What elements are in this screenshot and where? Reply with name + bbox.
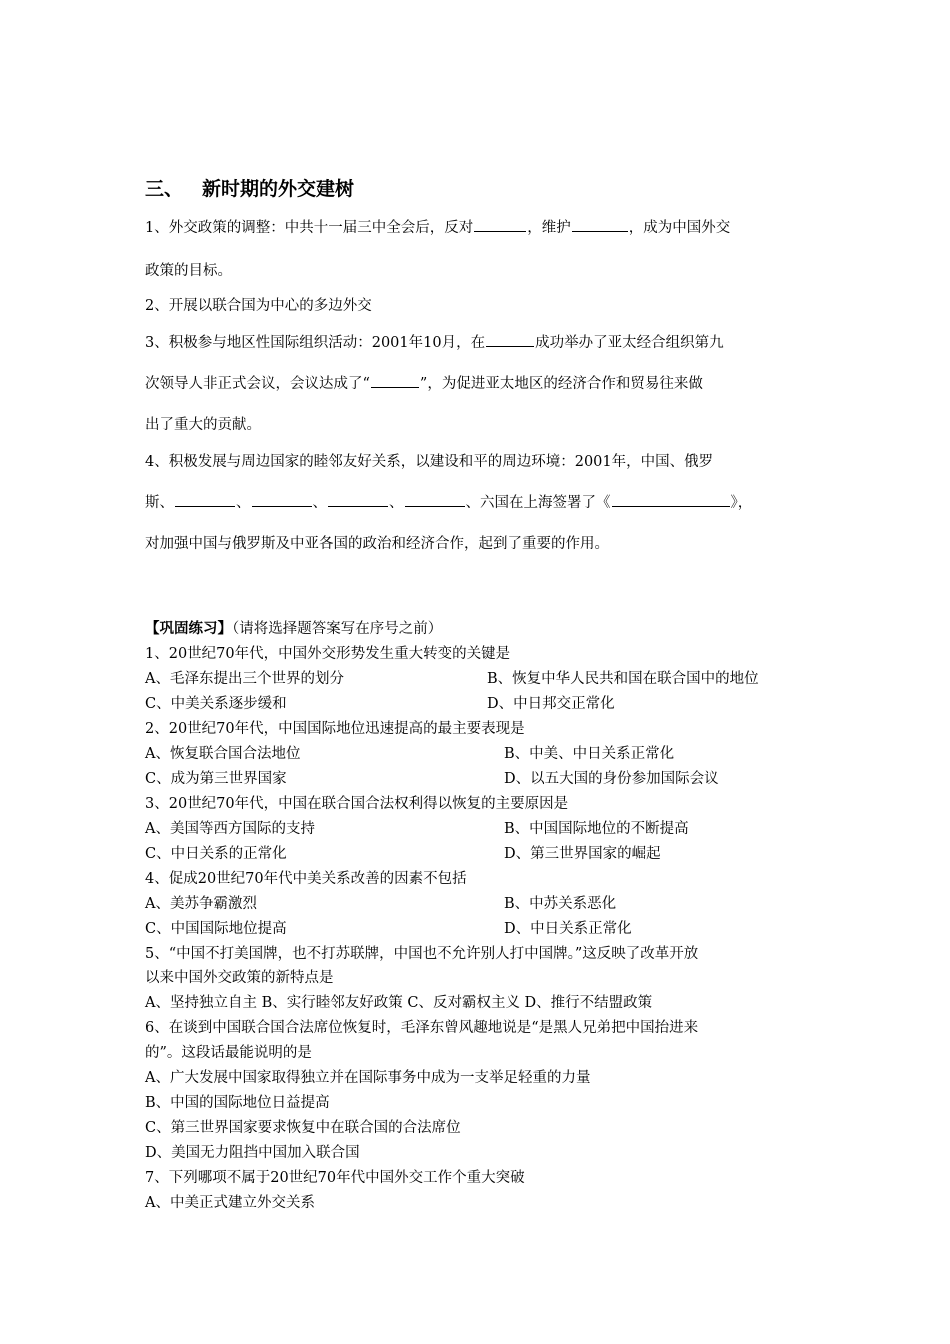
fill-blank[interactable] — [328, 492, 388, 507]
question-3: 3、20世纪70年代，中国在联合国合法权利得以恢复的主要原因是 — [145, 796, 569, 812]
item-3-line-1: 3、积极参与地区性国际组织活动：2001年10月，在 成功举办了亚太经合组织第九 — [145, 331, 724, 352]
item-3-line-2: 次领导人非正式会议，会议达成了“ ”，为促进亚太地区的经济合作和贸易往来做 — [145, 372, 703, 393]
option-6b: B、中国的国际地位日益提高 — [145, 1095, 330, 1111]
fill-blank[interactable] — [474, 217, 526, 232]
option-2c: C、成为第三世界国家 — [145, 771, 287, 787]
question-2: 2、20世纪70年代，中国国际地位迅速提高的最主要表现是 — [145, 721, 525, 737]
fill-blank[interactable] — [612, 492, 730, 507]
fill-blank[interactable] — [405, 492, 465, 507]
fill-blank[interactable] — [252, 492, 312, 507]
question-7: 7、下列哪项不属于20世纪70年代中国外交工作个重大突破 — [145, 1170, 525, 1186]
question-6-line-1: 6、在谈到中国联合国合法席位恢复时，毛泽东曾风趣地说是“是黑人兄弟把中国抬进来 — [145, 1020, 699, 1036]
option-1d: D、中日邦交正常化 — [487, 696, 615, 712]
question-1: 1、20世纪70年代，中国外交形势发生重大转变的关键是 — [145, 646, 511, 662]
practice-header — [145, 617, 442, 638]
option-4d: D、中日关系正常化 — [504, 921, 632, 937]
option-3d: D、第三世界国家的崛起 — [504, 846, 661, 862]
fill-blank[interactable] — [572, 217, 628, 232]
option-4a: A、美苏争霸激烈 — [145, 896, 257, 912]
fill-blank[interactable] — [175, 492, 235, 507]
option-6d: D、美国无力阻挡中国加入联合国 — [145, 1145, 360, 1161]
option-6c: C、第三世界国家要求恢复中在联合国的合法席位 — [145, 1120, 461, 1136]
item-1-line-1: 1、外交政策的调整：中共十一届三中全会后，反对 ，维护 ，成为中国外交 — [145, 216, 730, 237]
item-4-line-1: 4、积极发展与周边国家的睦邻友好关系，以建设和平的周边环境：2001年，中国、俄罗 — [145, 454, 714, 470]
question-5-line-1: 5、“中国不打美国牌，也不打苏联牌，中国也不允许别人打中国牌。”这反映了改革开放 — [145, 946, 699, 962]
fill-blank[interactable] — [486, 332, 534, 347]
options-5: A、坚持独立自主 B、实行睦邻友好政策 C、反对霸权主义 D、推行不结盟政策 — [145, 995, 653, 1011]
section-title-text: 新时期的外交建树 — [202, 178, 355, 200]
option-1c: C、中美关系逐步缓和 — [145, 696, 287, 712]
practice-header-label: 【巩固练习】 — [145, 620, 232, 637]
item-4-line-3: 对加强中国与俄罗斯及中亚各国的政治和经济合作，起到了重要的作用。 — [145, 536, 609, 552]
option-4b: B、中苏关系恶化 — [504, 896, 617, 912]
question-6-line-2: 的”。这段话最能说明的是 — [145, 1045, 312, 1061]
option-2d: D、以五大国的身份参加国际会议 — [504, 771, 719, 787]
option-3a: A、美国等西方国际的支持 — [145, 821, 315, 837]
question-4: 4、促成20世纪70年代中美关系改善的因素不包括 — [145, 871, 467, 887]
fill-blank[interactable] — [371, 373, 419, 388]
item-3-line-3: 出了重大的贡献。 — [145, 417, 261, 433]
option-3b: B、中国国际地位的不断提高 — [504, 821, 689, 837]
option-1b: B、恢复中华人民共和国在联合国中的地位 — [487, 671, 759, 687]
option-7a: A、中美正式建立外交关系 — [145, 1195, 315, 1211]
practice-header-note: （请将选择题答案写在序号之前） — [232, 621, 443, 637]
item-2: 2、开展以联合国为中心的多边外交 — [145, 298, 372, 314]
item-1-line-2: 政策的目标。 — [145, 263, 232, 279]
option-1a: A、毛泽东提出三个世界的划分 — [145, 671, 344, 687]
option-6a: A、广大发展中国家取得独立并在国际事务中成为一支举足轻重的力量 — [145, 1070, 591, 1086]
section-title — [145, 174, 354, 201]
option-3c: C、中日关系的正常化 — [145, 846, 287, 862]
item-4-line-2: 斯、 、 、 、 、六国在上海签署了《 》， — [145, 491, 752, 512]
section-number: 三、 — [145, 178, 184, 200]
option-2b: B、中美、中日关系正常化 — [504, 746, 675, 762]
option-2a: A、恢复联合国合法地位 — [145, 746, 301, 762]
question-5-line-2: 以来中国外交政策的新特点是 — [145, 970, 334, 986]
option-4c: C、中国国际地位提高 — [145, 921, 287, 937]
